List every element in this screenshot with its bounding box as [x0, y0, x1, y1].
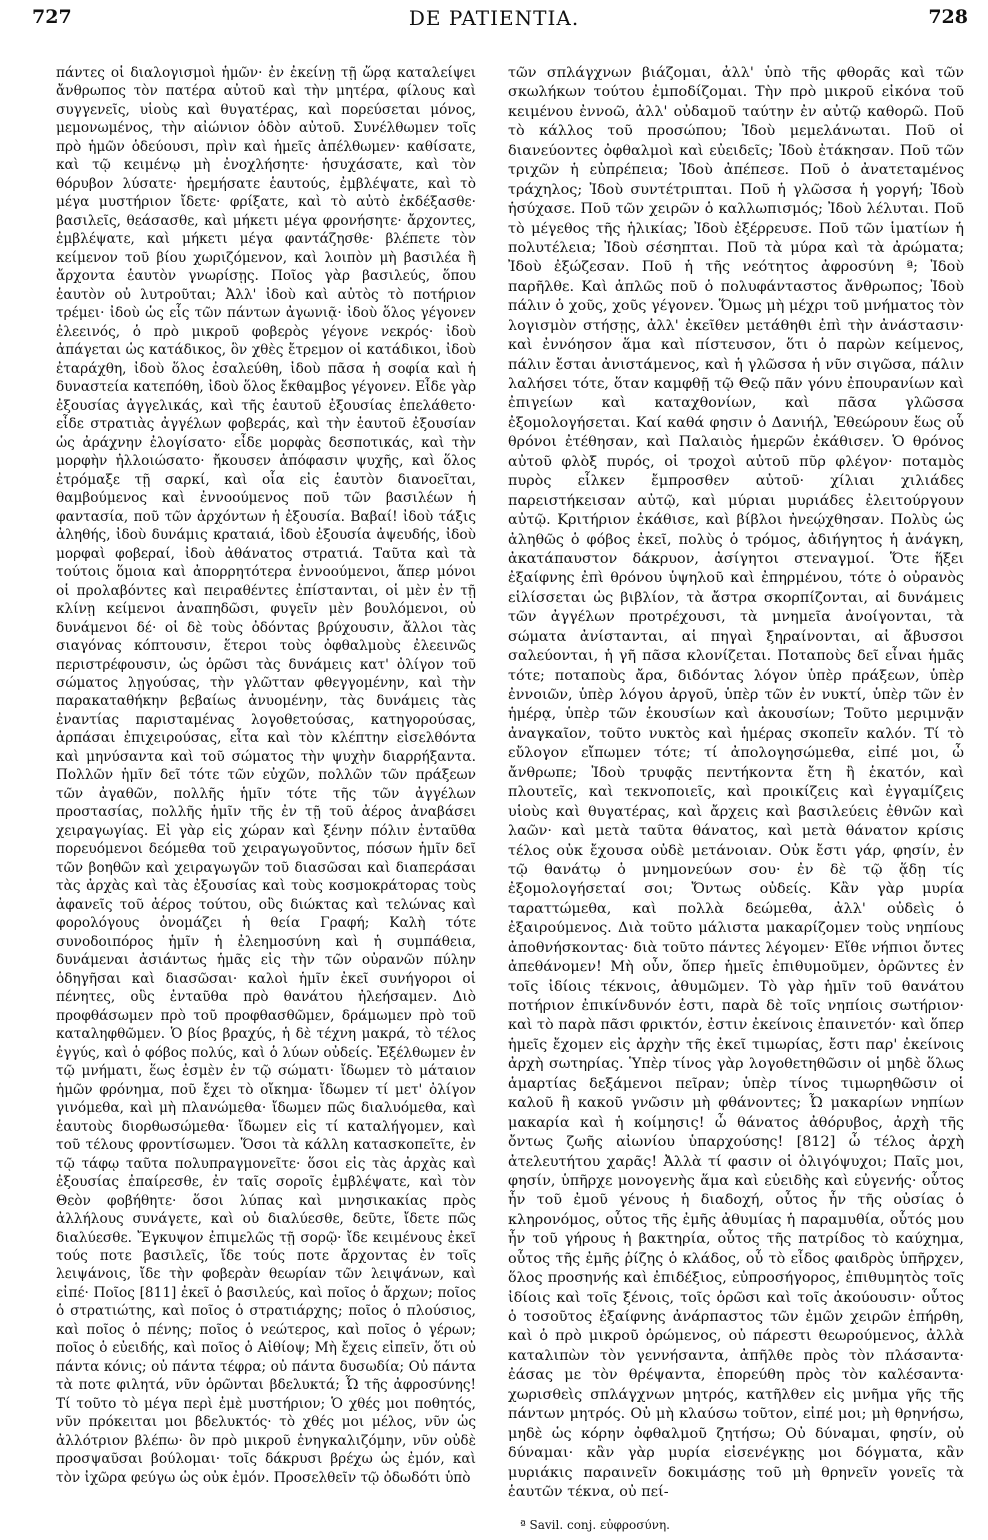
running-title: DE PATIENTIA. — [408, 6, 580, 30]
footnote: ª Savil. conj. εὐφροσύνη. — [520, 1518, 670, 1532]
right-text-column — [508, 64, 964, 1502]
left-page-number: 727 — [32, 6, 72, 28]
right-column-text: τῶν σπλάγχνων βιάζομαι, ἀλλ' ὑπὸ τῆς φθορᾶς καὶ τῶν σκωλήκων τούτου ἐμποδίζομαι. Τὴν πρὸ μικροῦ εἰκόνα τοῦ κειμένου ἐννοῶ, ἀλλ' οὐδαμοῦ ταύτην ἐν αὐτῷ καθορῶ. Ποῦ τὸ κάλλος τοῦ προσώπου; Ἰδοὺ μεμελάνωται. Ποῦ οἱ διανεύοντες ὀφθαλμοὶ καὶ εὐειδεῖς; Ἰδοὺ ἐτάκησαν. Ποῦ τῶν τριχῶν ἡ εὐπρέπεια; Ἰδοὺ ἀπέπεσε. Ποῦ ὁ ἀνατεταμένος τράχηλος; Ἰδοὺ συντέτριπται. Ποῦ ἡ γλῶσσα ἡ γοργή; Ἰδοὺ ἡσύχασε. Ποῦ τῶν χειρῶν ὁ καλλωπισμός; Ἰδοὺ λέλυται. Ποῦ τὸ μέγεθος τῆς ἡλικίας; Ἰδοὺ ἐξέρρευσε. Ποῦ τῶν ἱματίων ἡ πολυτέλεια; Ἰδοὺ σέσηπται. Ποῦ τὰ μύρα καὶ τὰ ἀρώματα; Ἰδοὺ ἐξώζεσαν. Ποῦ ἡ τῆς νεότητος ἀφροσύνη ª; Ἰδοὺ παρῆλθε. Καὶ ἁπλῶς ποῦ ὁ πολυφάνταστος ἄνθρωπος; Ἰδοὺ πάλιν ὁ χοῦς, χοῦς γέγονεν. Ὅμως μὴ μέχρι τοῦ μνήματος τὸν λογισμὸν στήσῃς, ἀλλ' ἐκεῖθεν μετάθηθι ἐπὶ τὴν ἀνάστασιν· καὶ ἐννόησον ἅμα καὶ πίστευσον, ὅτι ὁ παρὼν κείμενος, πάλιν ἔσται ἀνιστάμενος, καὶ ἡ γλῶσσα ἡ νῦν σιγῶσα, πάλιν λαλήσει τότε, ὅταν καμφθῇ τῷ Θεῷ πᾶν γόνυ ἐπουρανίων καὶ ἐπιγείων καὶ καταχθονίων, καὶ πᾶσα γλῶσσα ἐξομολογήσεται. Καί καθά φησιν ὁ Δανιήλ, Ἐθεώρουν ἕως οὗ θρόνοι ἐτέθησαν, καὶ Παλαιὸς ἡμερῶν ἐκάθισεν. Ὁ θρόνος αὐτοῦ φλὸξ πυρός, οἱ τροχοὶ αὐτοῦ πῦρ φλέγον· ποταμὸς πυρὸς εἷλκεν ἔμπροσθεν αὐτοῦ· χίλιαι χιλιάδες παρειστήκεισαν αὐτῷ, καὶ μύριαι μυριάδες ἐλειτούργουν αὐτῷ. Κριτήριον ἐκάθισε, καὶ βίβλοι ἠνεῴχθησαν. Πολὺς ὡς ἀληθῶς ὁ φόβος ἐκεῖ, πολὺς ὁ τρόμος, ἀδιήγητος ἡ ἀνάγκη, ἀκατάπαυστον δάκρυον, ἀσίγητοι στεναγμοί. Ὅτε ἥξει ἐξαίφνης ἐπὶ θρόνου ὑψηλοῦ καὶ ἐπηρμένου, τότε ὁ οὐρανὸς εἱλίσσεται ὡς βιβλίον, τὰ ἄστρα σκορπίζονται, αἱ δυνάμεις τῶν ἀγγέλων προτρέχουσι, τὰ μνημεῖα ἀνοίγονται, τὰ σώματα ἀνίστανται, αἱ πηγαὶ ξηραίνονται, αἱ ἄβυσσοι σαλεύονται, ἡ γῆ πᾶσα κλονίζεται. Ποταποὺς δεῖ εἶναι ἡμᾶς τότε; ποταποὺς ἄρα, διδόντας λόγον ὑπὲρ πράξεων, ὑπὲρ ἐννοιῶν, ὑπὲρ λόγου ἀργοῦ, ὑπὲρ τῶν ἐν νυκτί, ὑπὲρ τῶν ἐν ἡμέρᾳ, ὑπὲρ τῶν ἑκουσίων καὶ ἀκουσίων; Τοῦτο μεριμνᾷν ἀναγκαῖον, τοῦτο νυκτὸς καὶ ἡμέρας σκοπεῖν καλόν. Τί τὸ εὔλογον εἴπωμεν τότε; τί ἀπολογησώμεθα, εἰπέ μοι, ὦ ἄνθρωπε; Ἰδοὺ τρυφᾷς πεντήκοντα ἔτη ἢ ἑκατόν, καὶ πλουτεῖς, καὶ τεκνοποιεῖς, καὶ προικίζεις καὶ ἐγγαμίζεις υἱοὺς καὶ θυγατέρας, καὶ ἄρχεις καὶ βασιλεύεις ἐθνῶν καὶ λαῶν· καὶ μετὰ ταῦτα θάνατος, καὶ μετὰ θάνατον κρίσις τέλος οὐκ ἔχουσα οὐδὲ μετάνοιαν. Οὐκ ἔστι γάρ, φησίν, ἐν τῷ θανάτῳ ὁ μνημονεύων σου· ἐν δὲ τῷ ᾅδῃ τίς ἐξομολογήσεταί σοι; Ὄντως οὐδείς. Κἂν γὰρ μυρία ταραττώμεθα, καὶ πολλὰ δεώμεθα, ἀλλ' οὐδεὶς ὁ ἐξαιρούμενος. Διὰ τοῦτο μάλιστα μακαρίζομεν τοὺς νηπίους ἀποθνήσκοντας· διὰ τοῦτο πάντες λέγομεν· Εἴθε νήπιοι ὄντες ἀπεθάνομεν! Μὴ οὖν, ὅπερ ἡμεῖς ἐπιθυμοῦμεν, ὁρῶντες ἐν τοῖς ἰδίοις τέκνοις, ἀθυμῶμεν. Τὸ γὰρ ἡμῖν τοῦ θανάτου ποτήριον ἐπικίνδυνόν ἐστι, παρὰ δὲ τοῖς νηπίοις σωτήριον· καὶ τὸ παρὰ πᾶσι φρικτόν, ἐστιν ἐκείνοις ἐπαινετόν· καὶ ὅπερ ἡμεῖς ἔχομεν εἰς ἀρχὴν τῆς ἐκεῖ τιμωρίας, ἔστι παρ' ἐκείνοις ἀρχὴ σωτηρίας. Ὑπὲρ τίνος γὰρ λογοθετηθῶσιν οἱ μηδὲ ὅλως ἁμαρτίας δεξάμενοι πεῖραν; ὑπὲρ τίνος τιμωρηθῶσιν οἱ καλοῦ ἢ κακοῦ γνῶσιν μὴ φθάνοντες; Ὦ μακαρίων νηπίων μακαρία καὶ ἡ κοίμησις! ὦ θάνατος ἀθόρυβος, ἀρχὴ τῆς ὄντως ζωῆς αἰωνίου ὑπαρχούσης! [812] ὦ τέλος ἀρχὴ ἀτελευτήτου χαρᾶς! Ἀλλὰ τί φασιν οἱ ὀλιγόψυχοι; Παῖς μοι, φησίν, ὑπῆρχε μονογενὴς ἅμα καὶ εὐειδὴς καὶ εὐγενής· οὗτος ἦν τοῦ ἐμοῦ γένους ἡ διαδοχή, οὗτος ἦν τῆς οὐσίας ὁ κληρονόμος, οὗτος τῆς ἐμῆς ἀθυμίας ἡ παραμυθία, οὗτός μου ἦν τοῦ γήρους ἡ βακτηρία, οὗτος τῆς πατρίδος τὸ καύχημα, οὗτος τῆς ἐμῆς ῥίζης ὁ κλάδος, οὗ τὸ εἶδος φαιδρὸς ὑπῆρχεν, ὅλος προσηνής καὶ ἐπιδέξιος, εὐπροσήγορος, ἐπιθυμητὸς τοῖς ἰδίοις καὶ τοῖς ξένοις, τοῖς ὁρῶσι καὶ τοῖς ἀκούουσιν· οὗτος ὁ τοσοῦτος ἐξαίφνης ἀνάρπαστος τῶν ἐμῶν χειρῶν ἐπήρθη, καὶ ὁ πρὸ μικροῦ ὁρώμενος, οὐ πάρεστι θεωρούμενος, ἀλλὰ καταλιπὼν τὸν γεννήσαντα, ἀπῆλθε πρὸς τὸν πλάσαντα· ἐάσας με τὸν θρέψαντα, ἐπορεύθη πρὸς τὸν καλέσαντα· χωρισθεὶς σπλάγχνων μητρός, κατῆλθεν εἰς μνῆμα γῆς τῆς πάντων μητρός. Οὐ μὴ κλαύσω τοῦτον, εἰπέ μοι; μὴ θρηνήσω, μηδὲ ὡς κόρην ὀφθαλμοῦ ζητήσω; Οὐ δύναμαι, φησίν, οὐ δύναμαι· κἂν γὰρ μυρία εἰσενέγκῃς μοι δόγματα, κἂν μυριάκις παραινεῖν δοκιμάσῃς τοῦ μὴ θρηνεῖν γονεῖς τὰ ἑαυτῶν τέκνα, οὐ πεί- — [508, 65, 964, 1500]
left-text-column — [56, 64, 476, 1487]
left-column-text: πάντες οἱ διαλογισμοὶ ἡμῶν· ἐν ἐκείνῃ τῇ ὥρᾳ καταλείψει ἄνθρωπος τὸν πατέρα αὐτοῦ καὶ τὴν μητέρα, φίλους καὶ συγγενεῖς, υἱοὺς καὶ θυγατέρας, καὶ πορεύσεται μόνος, μεμονωμένος, τὴν αἰώνιον ὁδὸν αὐτοῦ. Συνέλθωμεν τοῖς πρὸ ἡμῶν ὁδεύουσι, πρὶν καὶ ἡμεῖς ἀπέλθωμεν· καθίσατε, καὶ τῷ κειμένῳ μὴ ἐνοχλήσητε· ἡσυχάσατε, καὶ τὸν θόρυβον λύσατε· ἠρεμήσατε ἑαυτούς, ἐμβλέψατε, καὶ τὸ μέγα μυστήριον ἴδετε· φρίξατε, καὶ τὸ αὐτὸ ἐκδέξασθε· βασιλεῖς, θεάσασθε, καὶ μήκετι μέγα φρονήσητε· ἄρχοντες, ἐμβλέψατε, καὶ μήκετι μέγα φαντάζησθε· βλέπετε τὸν κείμενον τοῦ βίου χωριζόμενον, καὶ λοιπὸν μὴ βασιλέα ἢ ἄρχοντα ἑαυτὸν γνωρίσῃς. Ποῖος γὰρ βασιλεύς, ὅπου ἑαυτὸν οὐ λυτροῦται; Ἀλλ' ἰδοὺ καὶ αὐτὸς τὸ ποτήριον τρέμει· ἰδοὺ ὡς εἷς τῶν πάντων ἀγωνιᾷ· ἰδοὺ ὅλος γέγονεν ἐλεεινός, ὁ πρὸ μικροῦ φοβερὸς γέγονε νεκρός· ἰδοὺ ἀπάγεται ὡς κατάδικος, ὃν χθὲς ἔτρεμον οἱ κατάδικοι, ἰδοὺ ἐταράχθη, ἰδοὺ ὅλος ἐσαλεύθη, ἰδοὺ πᾶσα ἡ σοφία καὶ ἡ δυναστεία κατεπόθη, ἰδοὺ ὅλος ἔκθαμβος γέγονεν. Εἶδε γὰρ ἐξουσίας ἀγγελικάς, καὶ τῆς ἑαυτοῦ ἐξουσίας ἐπελάθετο· εἶδε στρατιὰς ἀγγέλων φοβεράς, καὶ τὴν ἑαυτοῦ ἐξουσίαν ὡς ἀράχνην ἐλογίσατο· εἶδε μορφὰς δεσποτικάς, καὶ τὴν μορφὴν ἠλλοιώσατο· ἤκουσεν ἀπόφασιν ψυχῆς, καὶ ὅλος ἐτρόμαξε τῇ σαρκί, καὶ οἷα εἰς ἑαυτὸν διανοεῖται, θαμβούμενος καὶ ἐννοούμενος ποῦ τῶν βασιλέων ἡ φαντασία, ποῦ τῶν ἀρχόντων ἡ ἐξουσία. Βαβαί! ἰδοὺ τάξις ἀληθής, ἰδοὺ δυνάμις κραταιά, ἰδοὺ ἐξουσία ἀψευδής, ἰδοὺ μορφαὶ φοβεραί, ἰδοὺ ἀθάνατος στρατιά. Ταῦτα καὶ τὰ τούτοις ὅμοια καὶ ἀπορρητότερα ἐννοούμενοι, ἅπερ μόνοι οἱ προλαβόντες καὶ πειραθέντες ἐπίστανται, οἱ μὲν ἐν τῇ κλίνῃ κείμενοι ἀναπηδῶσι, φυγεῖν μὲν βουλόμενοι, οὐ δυνάμενοι δέ· οἱ δὲ τοὺς ὀδόντας βρύχουσιν, ἄλλοι τὰς σιαγόνας κόπτουσιν, ἕτεροι τοὺς ὀφθαλμοὺς ἐλεεινῶς περιστρέφουσιν, ὡς ὁρῶσι τὰς δυνάμεις κατ' ὀλίγον τοῦ σώματος λῃγούσας, τὴν γλῶτταν φθεγγομένην, καὶ τὴν παρακαταθήκην βεβαίως ἀνυομένην, τὰς δυνάμεις τὰς ἐναντίας παρισταμένας λογοθετούσας, κατηγορούσας, ἁρπάσαι ἐπιχειρούσας, εἶτα καὶ τὸν κλέπτην εἰσελθόντα καὶ μηνύσαντα καὶ τοῦ σώματος τὴν ψυχὴν διαρρήξαντα. Πολλῶν ἡμῖν δεῖ τότε τῶν εὐχῶν, πολλῶν τῶν πράξεων τῶν ἀγαθῶν, πολλῆς ἡμῖν τότε τῆς τῶν ἀγγέλων προστασίας, πολλῆς ἡμῖν τῆς ἐν τῇ τοῦ ἀέρος ἀναβάσει χειραγωγίας. Εἰ γὰρ εἰς χώραν καὶ ξένην πόλιν ἐνταῦθα πορευόμενοι δεόμεθα τοῦ χειραγωγοῦντος, πόσων ἡμῖν δεῖ τῶν βοηθῶν καὶ χειραγωγῶν τοῦ διασῶσαι καὶ διαπεράσαι τὰς ἀρχὰς καὶ τὰς ἐξουσίας καὶ τοὺς κοσμοκράτορας τοὺς ἀφανεῖς τοῦ ἀέρος τούτου, οὓς διώκτας καὶ τελώνας καὶ φορολόγους ὀνομάζει ἡ θεία Γραφή; Καλὴ τότε συνοδοιπόρος ἡμῖν ἡ ἐλεημοσύνη καὶ ἡ συμπάθεια, δυνάμεναι ἀσιάντως ἡμᾶς εἰς τὴν τῶν οὐρανῶν πύλην ὁδηγῆσαι καὶ διασῶσαι· καλοὶ ἡμῖν ἐκεῖ συνήγοροι οἱ πένητες, οὓς ἐνταῦθα πρὸ θανάτου ἠλεήσαμεν. Διὸ προφθάσωμεν πρὸ τοῦ προφθασθῶμεν, δράμωμεν πρὸ τοῦ καταληφθῶμεν. Ὁ βίος βραχύς, ἡ δὲ τέχνη μακρά, τὸ τέλος ἐγγύς, καὶ ὁ φόβος πολύς, καὶ ὁ λύων οὐδείς. Ἐξέλθωμεν ἐν τῷ μνήματι, ἕως ἐσμὲν ἐν τῷ σώματι· ἴδωμεν τὸ μάταιον ἡμῶν φρόνημα, ποῦ ἔχει τὸ οἴκημα· ἴδωμεν τί μετ' ὀλίγον γινόμεθα, καὶ μὴ πλανώμεθα· ἴδωμεν πῶς διαλυόμεθα, καὶ ἑαυτοὺς διορθωσώμεθα· ἴδωμεν εἰς τί καταλήγομεν, καὶ τοῦ τέλους φροντίσωμεν. Ὅσοι τὰ κάλλη κατασκοπεῖτε, ἐν τῷ τάφῳ ταῦτα πολυπραγμονεῖτε· ὅσοι εἰς τὰς ἀρχὰς καὶ ἐξουσίας ἐπαίρεσθε, ἐν ταῖς σοροῖς ἐμβλέψατε, καὶ τὸν Θεὸν φοβήθητε· ὅσοι λύπας καὶ μνησικακίας πρὸς ἀλλήλους συνάγετε, καὶ οὐ διαλύεσθε, δεῦτε, ἴδετε πῶς διαλύεσθε. Ἔγκυψον ἐπιμελῶς τῇ σορῷ· ἴδε κειμένους ἐκεῖ τούς ποτε βασιλεῖς, ἴδε τούς ποτε ἄρχοντας ἐν τοῖς λειψάνοις, ἴδε τὴν φοβερὰν θεωρίαν τῶν λειψάνων, καὶ εἰπέ· Ποῖος [811] ἐκεῖ ὁ βασιλεύς, καὶ ποῖος ὁ ἄρχων; ποῖος ὁ στρατιώτης, καὶ ποῖος ὁ στρατιάρχης; ποῖος ὁ πλούσιος, καὶ ποῖος ὁ πένης; ποῖος ὁ νεώτερος, καὶ ποῖος ὁ γέρων; ποῖος ὁ εὐειδής, καὶ ποῖος ὁ Αἰθίοψ; Μὴ ἔχεις εἰπεῖν, ὅτι οὐ πάντα κόνις; οὐ πάντα τέφρα; οὐ πάντα δυσωδία; Οὐ πάντα τὰ ποτε φιλητά, νῦν ὁρῶνται βδελυκτά; Ὦ τῆς ἀφροσύνης! Τί τοῦτο τὸ μέγα περὶ ἐμὲ μυστήριον; Ὁ χθές μοι ποθητός, νῦν πρόκειται μοι βδελυκτός· τὸ χθές μοι μέλος, νῦν ὡς ἀλλότριον βλέπω· ὃν πρὸ μικροῦ ἐνηγκαλιζόμην, νῦν οὐδὲ προσψαῦσαι βούλομαι· τοῖς δάκρυσι βρέχω ὡς ἐμόν, καὶ τὸν ἰχῶρα φεύγω ὡς οὐκ ἐμόν. Προσελθεῖν τῷ ὀδωδότι ὑπὸ — [56, 65, 476, 1486]
right-page-number: 728 — [928, 6, 968, 28]
